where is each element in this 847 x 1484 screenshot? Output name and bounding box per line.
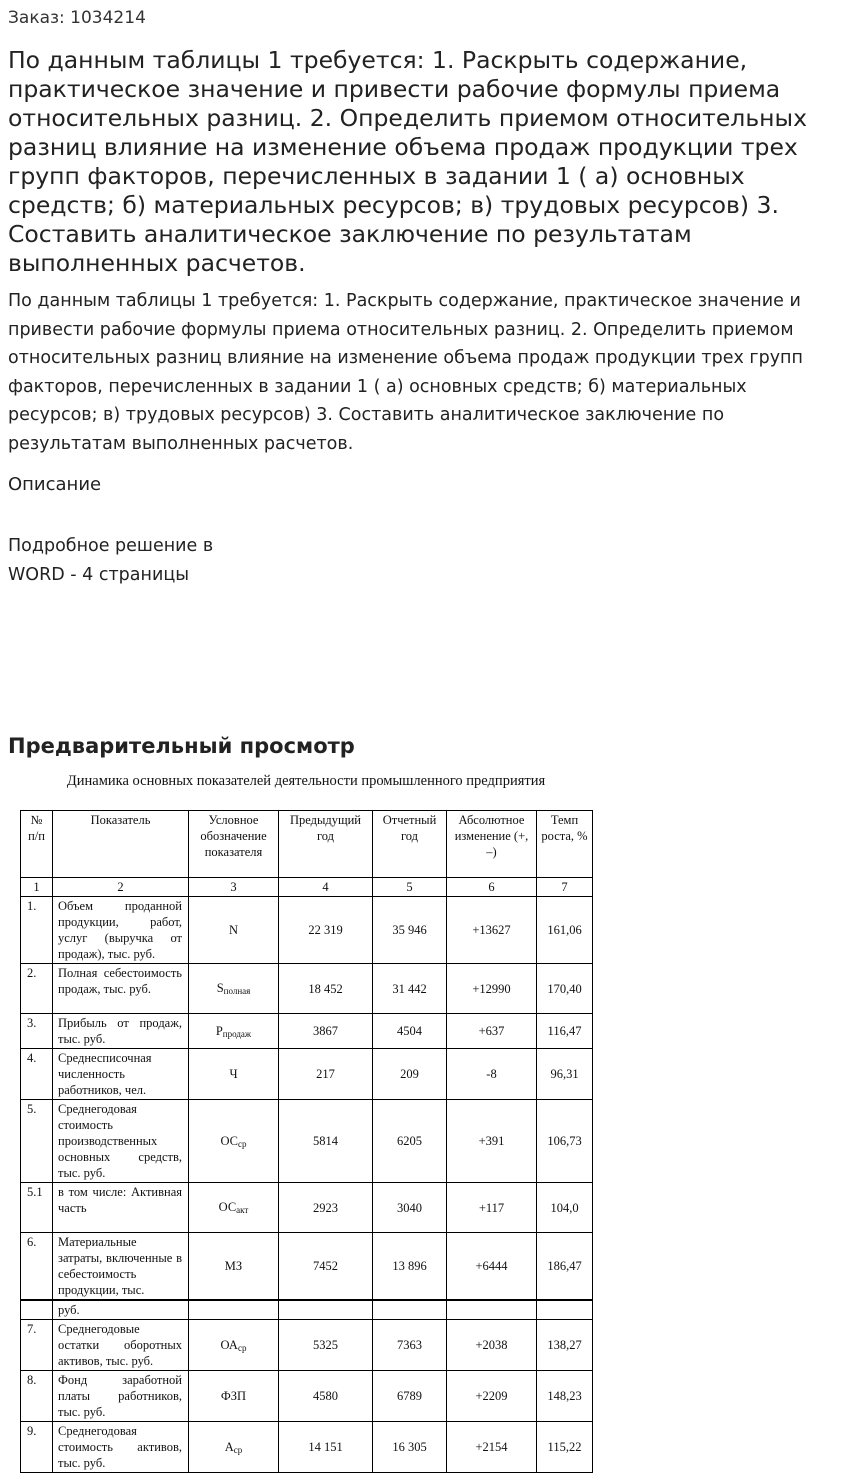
continuation-row bbox=[21, 1301, 593, 1320]
header-reporting-year: Отчетный год bbox=[373, 811, 447, 878]
row-symbol bbox=[189, 1422, 279, 1473]
row-symbol bbox=[189, 964, 279, 1014]
row-number: 6. bbox=[21, 1233, 53, 1300]
empty-cell bbox=[21, 1301, 53, 1320]
symbol-main: Ч bbox=[229, 1066, 238, 1081]
empty-cell bbox=[537, 1301, 593, 1320]
table-row bbox=[21, 1320, 593, 1371]
row-previous-value: 7452 bbox=[279, 1233, 373, 1300]
row-absolute-change: +13627 bbox=[447, 897, 537, 964]
row-absolute-change: +2154 bbox=[447, 1422, 537, 1473]
row-number: 5.1 bbox=[21, 1183, 53, 1233]
row-indicator: Среднесписочная численность работников, чел. bbox=[53, 1049, 189, 1100]
column-number-row bbox=[21, 878, 593, 897]
header-growth-rate: Темп роста, % bbox=[537, 811, 593, 878]
symbol-main: МЗ bbox=[224, 1258, 243, 1273]
row-number: 5. bbox=[21, 1100, 53, 1183]
row-reporting-value: 6789 bbox=[373, 1371, 447, 1422]
row-reporting-value: 3040 bbox=[373, 1183, 447, 1233]
symbol-main: S bbox=[216, 981, 224, 995]
preview-heading: Предварительный просмотр bbox=[8, 734, 355, 758]
symbol-subscript: ср bbox=[238, 1138, 247, 1149]
symbol-subscript: полная bbox=[223, 986, 251, 996]
symbol-main: ОС bbox=[220, 1133, 239, 1148]
row-growth-rate: 115,22 bbox=[537, 1422, 593, 1473]
header-absolute-change: Абсолютное изменение (+, –) bbox=[447, 811, 537, 878]
col-number: 6 bbox=[447, 878, 537, 897]
table-row bbox=[21, 1049, 593, 1100]
row-reporting-value: 13 896 bbox=[373, 1233, 447, 1300]
header-symbol: Условное обозначение показателя bbox=[189, 811, 279, 878]
row-growth-rate: 116,47 bbox=[537, 1014, 593, 1049]
row-number: 3. bbox=[21, 1014, 53, 1049]
row-symbol bbox=[189, 1320, 279, 1371]
table-header-row bbox=[21, 811, 593, 878]
table-row bbox=[21, 1100, 593, 1183]
page-title: По данным таблицы 1 требуется: 1. Раскрыть содержание, практическое значение и привести рабочие формулы приема относительных разниц. 2. Определить приемом относительных разниц влияние на изменение объема продаж продукции трех групп факторов, перечисленных в задании 1 ( а) основных средств; б) материальных ресурсов; в) трудовых ресурсов) 3. Составить аналитическое заключение по результатам выполненных расчетов. bbox=[8, 46, 807, 277]
col-number: 7 bbox=[537, 878, 593, 897]
row-growth-rate: 138,27 bbox=[537, 1320, 593, 1371]
table-row bbox=[21, 1371, 593, 1422]
row-absolute-change: +391 bbox=[447, 1100, 537, 1183]
table-row bbox=[21, 897, 593, 964]
row-reporting-value: 31 442 bbox=[373, 964, 447, 1014]
row-symbol bbox=[189, 1100, 279, 1183]
row-indicator: в том числе: Активная часть bbox=[53, 1183, 189, 1233]
indicators-table bbox=[20, 810, 593, 1300]
row-previous-value: 5814 bbox=[279, 1100, 373, 1183]
symbol-main: N bbox=[228, 922, 239, 937]
symbol-main: А bbox=[224, 1439, 234, 1454]
row-previous-value: 217 bbox=[279, 1049, 373, 1100]
row-reporting-value: 209 bbox=[373, 1049, 447, 1100]
symbol-subscript: акт bbox=[236, 1205, 249, 1215]
row-growth-rate: 96,31 bbox=[537, 1049, 593, 1100]
symbol-main: ОС bbox=[218, 1200, 237, 1214]
symbol-main: ФЗП bbox=[220, 1388, 247, 1403]
empty-cell bbox=[189, 1301, 279, 1320]
row-previous-value: 14 151 bbox=[279, 1422, 373, 1473]
row-previous-value: 4580 bbox=[279, 1371, 373, 1422]
col-number: 5 bbox=[373, 878, 447, 897]
empty-cell bbox=[279, 1301, 373, 1320]
row-previous-value: 22 319 bbox=[279, 897, 373, 964]
header-indicator: Показатель bbox=[53, 811, 189, 878]
row-number: 9. bbox=[21, 1422, 53, 1473]
row-number: 7. bbox=[21, 1320, 53, 1371]
row-reporting-value: 7363 bbox=[373, 1320, 447, 1371]
solution-info: Подробное решение в bbox=[8, 536, 214, 556]
row-reporting-value: 16 305 bbox=[373, 1422, 447, 1473]
indicators-table-continued bbox=[20, 1300, 593, 1473]
row-growth-rate: 104,0 bbox=[537, 1183, 593, 1233]
row-symbol bbox=[189, 1183, 279, 1233]
row-reporting-value: 4504 bbox=[373, 1014, 447, 1049]
row-symbol bbox=[189, 1049, 279, 1100]
row-growth-rate: 170,40 bbox=[537, 964, 593, 1014]
table-row bbox=[21, 1183, 593, 1233]
row-reporting-value: 35 946 bbox=[373, 897, 447, 964]
row-number: 2. bbox=[21, 964, 53, 1014]
symbol-subscript: продаж bbox=[222, 1028, 252, 1039]
row-number: 8. bbox=[21, 1371, 53, 1422]
row-reporting-value: 6205 bbox=[373, 1100, 447, 1183]
table-row bbox=[21, 964, 593, 1014]
row-number: 4. bbox=[21, 1049, 53, 1100]
row-symbol bbox=[189, 1014, 279, 1049]
row-indicator: Прибыль от продаж, тыс. руб. bbox=[53, 1014, 189, 1049]
row-previous-value: 3867 bbox=[279, 1014, 373, 1049]
row-symbol bbox=[189, 1233, 279, 1300]
row-indicator: Среднегодовая стоимость активов, тыс. руб. bbox=[53, 1422, 189, 1473]
row-previous-value: 18 452 bbox=[279, 964, 373, 1014]
col-number: 4 bbox=[279, 878, 373, 897]
row-indicator: Фонд заработной платы работников, тыс. руб. bbox=[53, 1371, 189, 1422]
row-absolute-change: +6444 bbox=[447, 1233, 537, 1300]
row-indicator: Полная себестоимость продаж, тыс. руб. bbox=[53, 964, 189, 1014]
symbol-main: P bbox=[215, 1023, 223, 1038]
row-indicator: Объем проданной продукции, работ, услуг (выручка от продаж), тыс. руб. bbox=[53, 897, 189, 964]
row-previous-value: 5325 bbox=[279, 1320, 373, 1371]
col-number: 2 bbox=[53, 878, 189, 897]
table-row bbox=[21, 1422, 593, 1473]
empty-cell bbox=[447, 1301, 537, 1320]
header-previous-year: Предыдущий год bbox=[279, 811, 373, 878]
symbol-subscript: ср bbox=[237, 1342, 247, 1353]
header-num: № п/п bbox=[21, 811, 53, 878]
row-absolute-change: +12990 bbox=[447, 964, 537, 1014]
continuation-text: руб. bbox=[53, 1301, 189, 1320]
row-absolute-change: +637 bbox=[447, 1014, 537, 1049]
row-symbol bbox=[189, 1371, 279, 1422]
row-growth-rate: 186,47 bbox=[537, 1233, 593, 1300]
symbol-subscript: ср bbox=[233, 1444, 243, 1455]
table-row bbox=[21, 1233, 593, 1300]
row-indicator: Среднегодовые остатки оборотных активов, тыс. руб. bbox=[53, 1320, 189, 1371]
row-absolute-change: +117 bbox=[447, 1183, 537, 1233]
solution-format: WORD - 4 страницы bbox=[8, 565, 190, 585]
row-indicator: Среднегодовая стоимость производственных основных средств, тыс. руб. bbox=[53, 1100, 189, 1183]
table-caption: Динамика основных показателей деятельности промышленного предприятия bbox=[66, 773, 546, 789]
row-number: 1. bbox=[21, 897, 53, 964]
task-description: По данным таблицы 1 требуется: 1. Раскрыть содержание, практическое значение и привести рабочие формулы приема относительных разниц. 2. Определить приемом относительных разниц влияние на изменение объема продаж продукции трех групп факторов, перечисленных в задании 1 ( а) основных средств; б) материальных ресурсов; в) трудовых ресурсов) 3. Составить аналитическое заключение по результатам выполненных расчетов. bbox=[8, 291, 803, 454]
row-absolute-change: +2038 bbox=[447, 1320, 537, 1371]
row-indicator: Материальные затраты, включенные в себестоимость продукции, тыс. bbox=[53, 1233, 189, 1300]
col-number: 3 bbox=[189, 878, 279, 897]
row-previous-value: 2923 bbox=[279, 1183, 373, 1233]
symbol-main: ОА bbox=[220, 1337, 238, 1352]
row-absolute-change: +2209 bbox=[447, 1371, 537, 1422]
empty-cell bbox=[373, 1301, 447, 1320]
order-number: Заказ: 1034214 bbox=[8, 8, 146, 28]
row-absolute-change: -8 bbox=[447, 1049, 537, 1100]
row-growth-rate: 106,73 bbox=[537, 1100, 593, 1183]
table-row bbox=[21, 1014, 593, 1049]
row-symbol bbox=[189, 897, 279, 964]
row-growth-rate: 148,23 bbox=[537, 1371, 593, 1422]
description-label: Описание bbox=[8, 474, 102, 495]
row-growth-rate: 161,06 bbox=[537, 897, 593, 964]
col-number: 1 bbox=[21, 878, 53, 897]
